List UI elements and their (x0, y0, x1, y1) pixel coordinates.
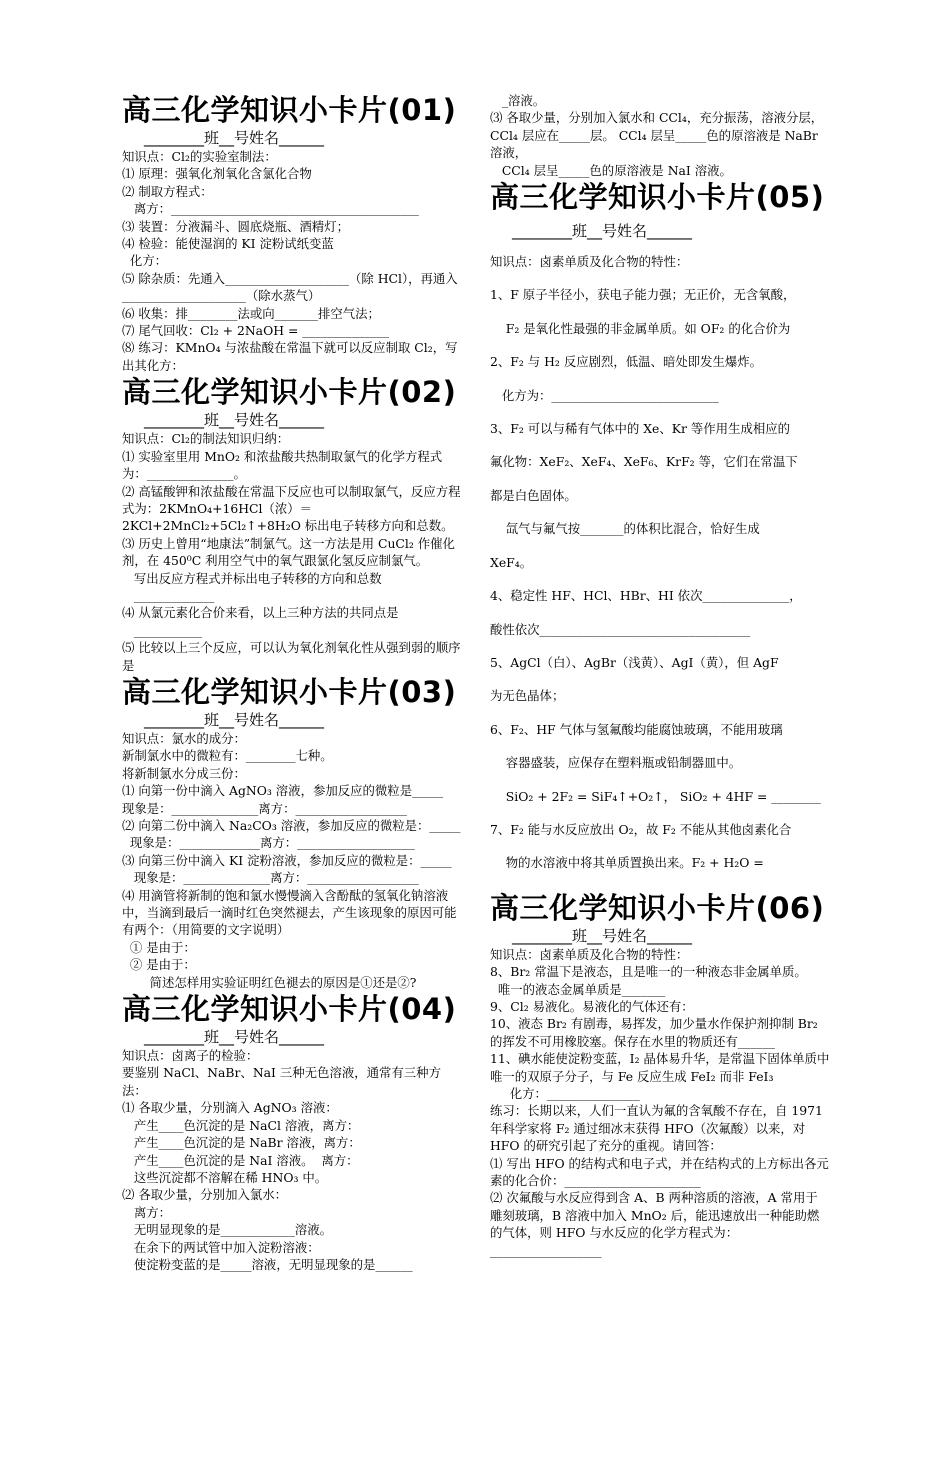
text-line: ⑷ 检验：能使湿润的 KI 淀粉试纸变蓝 (122, 236, 334, 252)
text-line: CCl₄ 层呈_____色的原溶液是 NaI 溶液。 (490, 162, 732, 178)
student-info-line: ________班__号姓名______ (144, 129, 325, 147)
text-line: 离方：________________________________________ (122, 201, 419, 217)
text-line: 知识点：氯水的成分： (122, 730, 246, 746)
text-line: SiO₂ + 2F₂ = SiF₄↑+O₂↑， SiO₂ + 4HF = ________ (490, 788, 821, 804)
text-line: ⑵ 高锰酸钾和浓盐酸在常温下反应也可以制取氯气，反应方程式为：2KMnO₄+16HCl（浓）＝2KCl+2MnCl₂+5Cl₂↑+8H₂O 标出电子转移方向和总数。 (122, 483, 461, 534)
text-line: ⑴ 实验室里用 MnO₂ 和浓盐酸共热制取氯气的化学方程式为：______________。 (122, 448, 443, 482)
student-info-line: ________班__号姓名______ (144, 710, 325, 729)
card-title: 高三化学知识小卡片(01) (122, 93, 457, 127)
text-line: 2、F₂ 与 H₂ 反应剧烈，低温、暗处即发生爆炸。 (490, 354, 763, 370)
text-line: ⑴ 向第一份中滴入 AgNO₃ 溶液，参加反应的微粒是_____ (122, 783, 444, 799)
text-line: ⑶ 装置：分液漏斗、圆底烧瓶、酒精灯； (122, 218, 349, 234)
text-line: 现象是：_____________离方：___________________ (122, 835, 415, 851)
text-line: 简述怎样用实验证明红色褪去的原因是①还是②? (122, 974, 417, 990)
card-01 (122, 92, 462, 374)
text-line: ⑶ 历史上曾用“地康法”制氯气。这一方法是用 CuCl₂ 作催化剂，在 450⁰C 利用空气中的氧气跟氯化氢反应制氯气。 (122, 535, 455, 569)
text-line: 化方为：___________________________ (490, 387, 719, 403)
text-line: 11、碘水能使淀粉变蓝，I₂ 晶体易升华，是常温下固体单质中唯一的双原子分子，与 Fe 反应生成 FeI₂ 而非 FeI₃ (490, 1051, 830, 1084)
text-line: 7、F₂ 能与水反应放出 O₂，故 F₂ 不能从其他卤素化合 (490, 821, 792, 837)
card-04 (122, 991, 462, 1273)
text-line: 5、AgCl（白）、AgBr（浅黄）、AgI（黄），但 AgF (490, 654, 779, 670)
text-line: ⑶ 向第三份中滴入 KI 淀粉溶液，参加反应的微粒是：_____ (122, 852, 452, 868)
student-info-line: ________班__号姓名______ (144, 1028, 325, 1047)
text-line: ⑴ 写出 HFO 的结构式和电子式，并在结构式的上方标出各元素的化合价：______________________ (490, 1155, 829, 1189)
text-line: 要鉴别 NaCl、NaBr、NaI 三种无色溶液，通常有三种方法： (122, 1065, 441, 1098)
text-line: ___________ (122, 622, 202, 638)
text-line: 练习：长期以来，人们一直认为氟的含氧酸不存在，自 1971 年科学家将 F₂ 通过细冰末获得 HFO（次氟酸）以来，对 HFO 的研究引起了充分的重视。请回答： (490, 1103, 827, 1154)
text-line: ⑷ 用滴管将新制的饱和氯水慢慢滴入含酚酞的氢氧化钠溶液中，当滴到最后一滴时红色突然褪去，产生该现象的原因可能有两个：（用简要的文字说明） (122, 887, 457, 938)
card-05 (490, 179, 830, 880)
text-line: 产生____色沉淀的是 NaBr 溶液，离方： (122, 1135, 361, 1151)
text-line: 都是白色固体。 (490, 487, 577, 503)
card-06 (490, 890, 830, 1259)
text-line: 知识点：Cl₂的实验室制法： (122, 149, 277, 164)
text-line: 3、F₂ 可以与稀有气体中的 Xe、Kr 等作用生成相应的 (490, 421, 791, 437)
student-info-line: ________班__号姓名______ (144, 411, 325, 430)
text-line: 1、F 原子半径小，获电子能力强；无正价，无含氧酸， (490, 287, 796, 303)
text-line: 知识点：卤素单质及化合物的特性： (490, 254, 689, 270)
card-02 (122, 374, 462, 674)
spacer (490, 880, 830, 890)
text-line: 8、Br₂ 常温下是液态，且是唯一的一种液态非金属单质。 (490, 964, 807, 980)
text-line: ⑵ 次氟酸与水反应得到含 A、B 两种溶质的溶液，A 常用于雕刻玻璃，B 溶液中加入 MnO₂ 后，能迅速放出一种能助燃的气体，则 HFO 与水反应的化学方程式为：__________________ (490, 1190, 820, 1258)
text-line: 化方：_______________ (490, 1086, 640, 1101)
card-04-continued (490, 92, 830, 179)
text-line: 9、Cl₂ 易液化。易液化的气体还有： (490, 998, 694, 1014)
left-column (122, 92, 462, 1273)
text-line: ⑸ 除杂质：先通入____________________（除 HCl），再通入____________________（除水蒸气） (122, 270, 458, 304)
card-title: 高三化学知识小卡片(05) (490, 180, 825, 215)
text-line: ⑵ 各取少量，分别加入氯水： (122, 1187, 288, 1203)
text-line: ⑴ 各取少量，分别滴入 AgNO₃ 溶液： (122, 1100, 338, 1116)
text-line: ① 是由于： (122, 939, 196, 955)
text-line: XeF₄。 (490, 554, 533, 570)
text-line: 知识点：卤离子的检验： (122, 1048, 259, 1064)
text-line: ⑹ 收集：排________法或向_______排空气法； (122, 305, 380, 321)
text-line: _____________ (122, 587, 215, 603)
text-line: ⑸ 比较以上三个反应，可以认为氧化剂氧化性从强到弱的顺序是 (122, 640, 461, 673)
text-line: ② 是由于： (122, 957, 196, 973)
text-line: 化方： (122, 253, 168, 269)
text-line: 现象是：______________离方：__________________ (122, 800, 407, 816)
text-line: 无明显现象的是____________溶液。 (122, 1222, 333, 1238)
right-column (490, 92, 830, 1259)
card-03 (122, 674, 462, 991)
text-line: 知识点：卤素单质及化合物的特性： (490, 946, 689, 962)
text-line: 10、液态 Br₂ 有剧毒，易挥发，加少量水作保护剂抑制 Br₂ 的挥发不可用橡胶塞。保存在水里的物质还有______ (490, 1016, 822, 1049)
text-line: 产生____色沉淀的是 NaI 溶液。 离方： (122, 1152, 359, 1168)
student-info-line: ________班__号姓名______ (512, 926, 693, 945)
card-title: 高三化学知识小卡片(03) (122, 674, 457, 709)
text-line: 写出反应方程式并标出电子转移的方向和总数 (122, 570, 382, 586)
text-line: 氙气与氟气按_______的体积比混合，恰好生成 (490, 521, 760, 537)
card-title: 高三化学知识小卡片(04) (122, 992, 457, 1027)
text-line: 将新制氯水分成三份： (122, 765, 246, 781)
text-line: ⑴ 原理：强氧化剂氧化含氯化合物 (122, 166, 312, 182)
text-line: 物的水溶液中将其单质置换出来。F₂ + H₂O = (490, 855, 764, 871)
text-line: 使淀粉变蓝的是_____溶液，无明显现象的是______ (122, 1256, 413, 1272)
student-info-line: ________班__号姓名______ (512, 222, 693, 241)
text-line: 这些沉淀都不溶解在稀 HNO₃ 中。 (122, 1169, 328, 1185)
text-line: ⑵ 向第二份中滴入 Na₂CO₃ 溶液，参加反应的微粒是：_____ (122, 818, 461, 833)
text-line: 在余下的两试管中加入淀粉溶液： (122, 1239, 320, 1255)
text-line: _溶液。 (490, 93, 546, 108)
card-title: 高三化学知识小卡片(06) (490, 890, 825, 925)
text-line: 产生____色沉淀的是 NaCl 溶液，离方： (122, 1117, 360, 1133)
text-line: 酸性依次__________________________________ (490, 621, 751, 637)
text-line: ⑶ 各取少量，分别加入氯水和 CCl₄，充分振荡，溶液分层，CCl₄ 层应在_____层。 CCl₄ 层呈_____色的原溶液是 NaBr 溶液， (490, 110, 824, 161)
text-line: 离方： (122, 1204, 171, 1220)
text-line: 现象是：______________离方：__________________ (122, 870, 419, 886)
text-line: F₂ 是氧化性最强的非金属单质。如 OF₂ 的化合价为 (490, 320, 791, 336)
text-line: 唯一的液态金属单质是_______ (490, 981, 666, 997)
text-line: 4、稳定性 HF、HCl、HBr、HI 依次______________， (490, 588, 802, 604)
text-line: ⑷ 从氯元素化合价来看，以上三种方法的共同点是 (122, 605, 399, 621)
text-line: ⑺ 尾气回收：Cl₂ + 2NaOH = ______________ (122, 323, 390, 339)
text-line: 知识点：Cl₂的制法知识归纳： (122, 431, 290, 447)
text-line: ⑵ 制取方程式： (122, 183, 213, 199)
text-line: 新制氯水中的微粒有：________七种。 (122, 748, 333, 764)
text-line: 6、F₂、HF 气体与氢氟酸均能腐蚀玻璃，不能用玻璃 (490, 721, 783, 737)
text-line: ⑻ 练习：KMnO₄ 与浓盐酸在常温下就可以反应制取 Cl₂，写出其化方： (122, 340, 458, 373)
text-line: 容器盛装，应保存在塑料瓶或铅制器皿中。 (490, 755, 742, 771)
text-line: 氟化物：XeF₂、XeF₄、XeF₆、KrF₂ 等，它们在常温下 (490, 454, 798, 470)
card-title: 高三化学知识小卡片(02) (122, 375, 457, 410)
text-line: 为无色晶体； (490, 688, 565, 704)
